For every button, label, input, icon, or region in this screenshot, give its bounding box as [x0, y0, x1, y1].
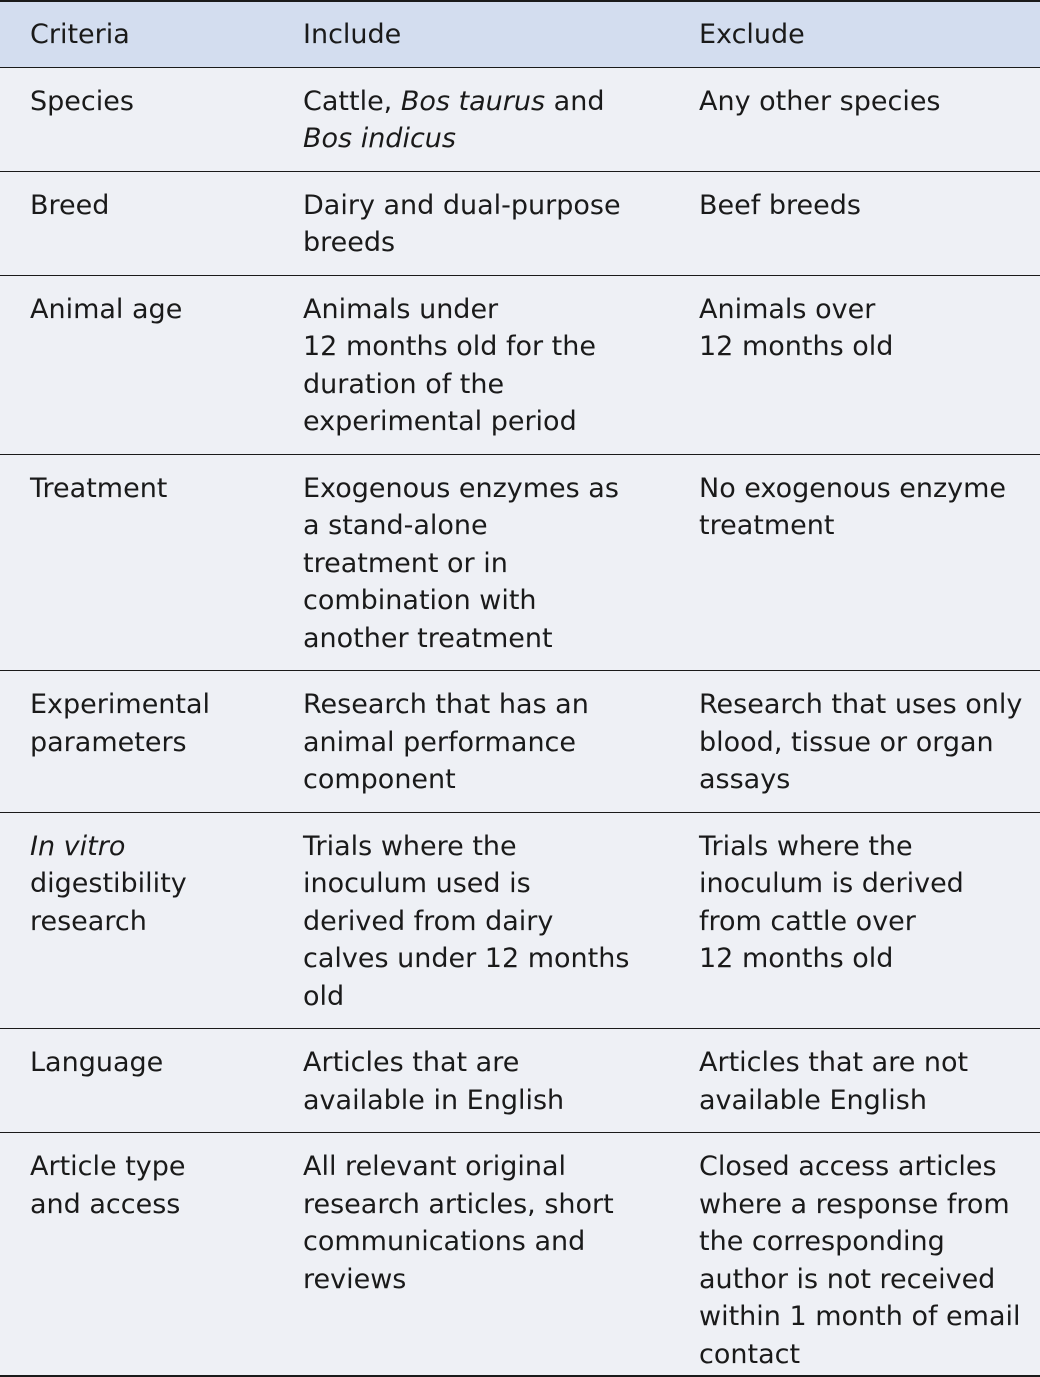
cell-line: All relevant original — [303, 1151, 567, 1182]
table-header — [0, 1, 1040, 67]
cell-line: breeds — [303, 227, 396, 258]
cell-line: Species — [30, 85, 134, 117]
header-criteria: Criteria — [0, 1, 272, 67]
cell-line — [303, 120, 669, 158]
latin-term: In vitro — [30, 830, 126, 862]
cell-line: No exogenous enzyme — [699, 472, 1007, 504]
exclude-cell — [669, 812, 1040, 1029]
exclude-cell — [669, 671, 1040, 813]
criteria-cell — [0, 671, 272, 813]
criteria-cell — [0, 1133, 272, 1377]
cell-line: animal performance — [303, 726, 577, 758]
criteria-cell — [0, 67, 272, 171]
cell-line: calves under 12 months — [303, 943, 630, 974]
cell-line: the corresponding — [699, 1226, 945, 1257]
cell-line: duration of the — [303, 368, 505, 400]
include-cell — [272, 812, 669, 1029]
cell-line: assays — [699, 764, 791, 795]
cell-line: Research that uses only — [699, 689, 1023, 720]
cell-line: derived from dairy — [303, 905, 554, 937]
table-body — [0, 67, 1040, 1376]
exclude-cell — [669, 275, 1040, 454]
criteria-cell — [0, 275, 272, 454]
cell-text: Cattle, — [303, 85, 401, 117]
exclude-cell — [669, 171, 1040, 275]
cell-line: Exogenous enzymes as — [303, 472, 619, 504]
cell-line — [303, 83, 669, 121]
cell-line: old — [303, 980, 345, 1012]
cell-line: Trials where the — [699, 830, 913, 862]
cell-line: Experimental — [30, 689, 211, 720]
table-row — [0, 812, 1040, 1029]
exclude-cell — [669, 1133, 1040, 1377]
cell-line: Any other species — [699, 85, 941, 117]
table-row — [0, 454, 1040, 671]
cell-line: available in English — [303, 1084, 565, 1116]
cell-line: 12 months old — [699, 331, 894, 362]
exclude-cell — [669, 454, 1040, 671]
cell-line: parameters — [30, 726, 187, 758]
cell-line: and access — [30, 1188, 181, 1220]
cell-line: from cattle over — [699, 905, 916, 937]
cell-line: Article type — [30, 1151, 186, 1182]
cell-line: where a response from — [699, 1188, 1010, 1220]
cell-line — [30, 828, 272, 866]
include-cell — [272, 671, 669, 813]
cell-line: communications and — [303, 1226, 586, 1257]
cell-line: within 1 month of email — [699, 1301, 1021, 1332]
table-row — [0, 671, 1040, 813]
exclude-cell — [669, 67, 1040, 171]
cell-line: treatment — [699, 510, 835, 541]
cell-line: Animal age — [30, 293, 183, 325]
species-name: Bos indicus — [303, 123, 456, 154]
cell-line: Research that has an — [303, 689, 589, 720]
cell-line: Dairy and dual-purpose — [303, 189, 621, 221]
header-exclude: Exclude — [669, 1, 1040, 67]
include-cell — [272, 1133, 669, 1377]
cell-line: another treatment — [303, 622, 553, 654]
include-cell — [272, 171, 669, 275]
cell-line: a stand-alone — [303, 510, 488, 541]
cell-line: contact — [699, 1338, 801, 1370]
include-cell — [272, 67, 669, 171]
header-include: Include — [272, 1, 669, 67]
table-row — [0, 67, 1040, 171]
cell-line: available English — [699, 1084, 927, 1116]
cell-line: inoculum used is — [303, 868, 531, 899]
cell-line: author is not received — [699, 1263, 996, 1295]
cell-line: Breed — [30, 189, 110, 221]
cell-line: experimental period — [303, 406, 577, 437]
cell-line: Treatment — [30, 472, 168, 504]
cell-line: combination with — [303, 585, 537, 616]
table-row — [0, 1133, 1040, 1377]
cell-line: reviews — [303, 1263, 407, 1295]
cell-line: Animals over — [699, 293, 876, 325]
include-cell — [272, 454, 669, 671]
cell-line: Language — [30, 1047, 164, 1078]
cell-line: research articles, short — [303, 1188, 614, 1220]
criteria-cell — [0, 171, 272, 275]
cell-line: Articles that are — [303, 1047, 520, 1078]
cell-line: Animals under — [303, 293, 499, 325]
cell-line: 12 months old for the — [303, 331, 596, 362]
cell-line: treatment or in — [303, 547, 508, 579]
cell-line: component — [303, 764, 456, 795]
criteria-cell — [0, 454, 272, 671]
cell-line: Beef breeds — [699, 189, 861, 221]
cell-line: blood, tissue or organ — [699, 726, 994, 758]
cell-line: Closed access articles — [699, 1151, 997, 1182]
cell-text: and — [545, 85, 605, 117]
criteria-cell — [0, 812, 272, 1029]
header-row — [0, 1, 1040, 67]
species-name: Bos taurus — [400, 85, 546, 117]
cell-line: Trials where the — [303, 830, 517, 862]
table-row — [0, 275, 1040, 454]
cell-line: digestibility — [30, 868, 187, 899]
exclude-cell — [669, 1029, 1040, 1133]
criteria-cell — [0, 1029, 272, 1133]
cell-line: inoculum is derived — [699, 868, 964, 899]
table-row — [0, 1029, 1040, 1133]
cell-line: Articles that are not — [699, 1047, 969, 1078]
include-cell — [272, 1029, 669, 1133]
cell-line: research — [30, 905, 147, 937]
cell-line: 12 months old — [699, 943, 894, 974]
table-row — [0, 171, 1040, 275]
include-cell — [272, 275, 669, 454]
